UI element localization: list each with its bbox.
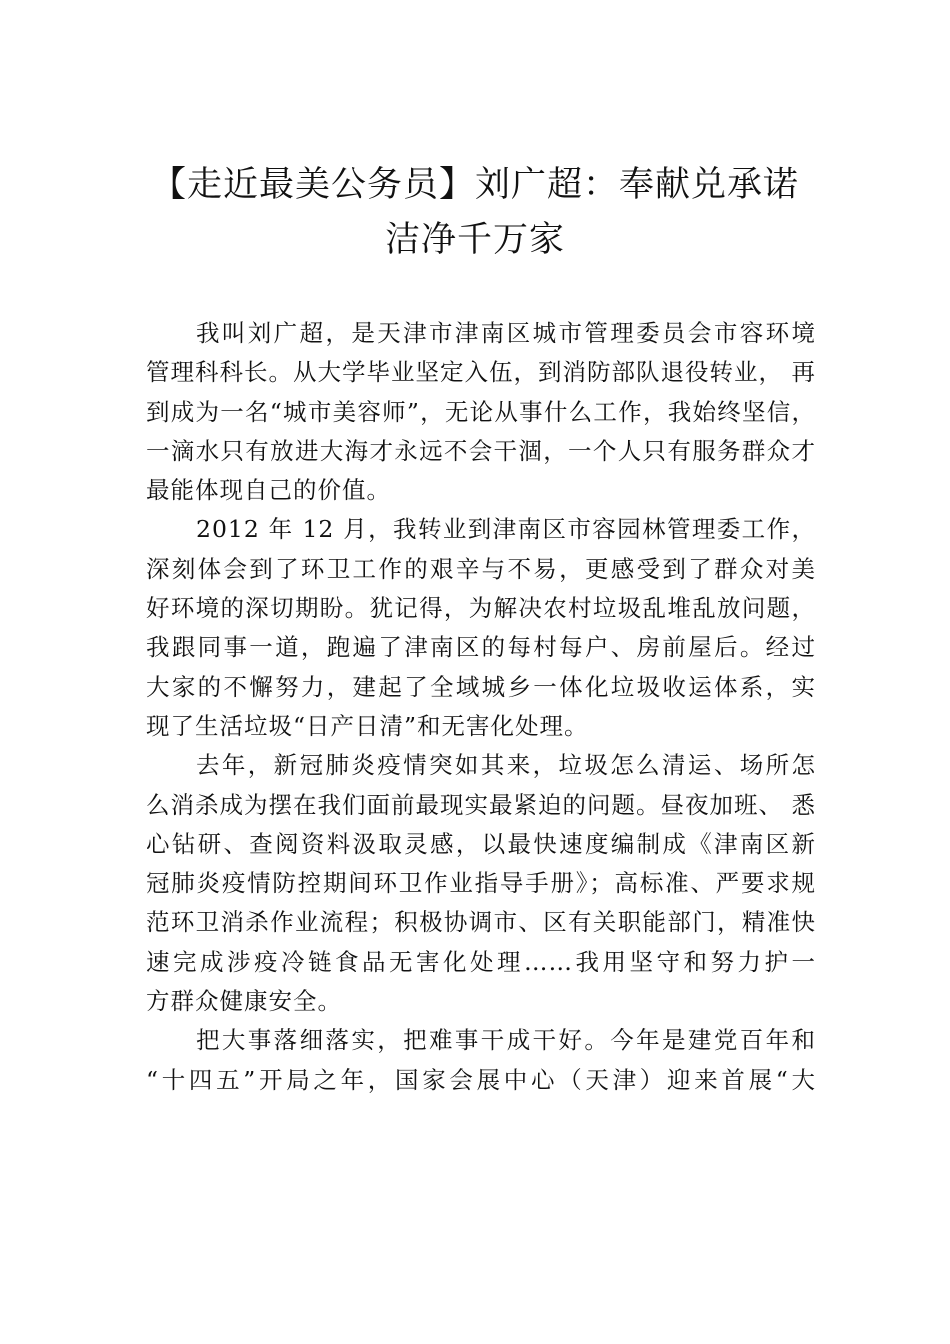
title-line-1: 【走近最美公务员】刘广超：奉献兑承诺 [150, 165, 799, 205]
article-title [140, 158, 810, 268]
body-line: 现了生活垃圾“日产日清”和无害化处理。 [146, 711, 589, 740]
body-line: 最能体现自己的价值。 [146, 476, 391, 505]
body-line: 一滴水只有放进大海才永远不会干涸，一个人只有服务群众才 [146, 436, 816, 465]
body-line: 把大事落细落实，把难事干成干好。今年是建党百年和 [196, 1026, 816, 1055]
body-line: 么消杀成为摆在我们面前最现实最紧迫的问题。昼夜加班、 悉 [146, 790, 816, 819]
body-line: “十四五”开局之年，国家会展中心（天津）迎来首展“大 [146, 1065, 816, 1094]
body-line: 大家的不懈努力，建起了全域城乡一体化垃圾收运体系，实 [146, 672, 816, 701]
body-line: 范环卫消杀作业流程；积极协调市、区有关职能部门，精准快 [146, 908, 816, 937]
body-line: 冠肺炎疫情防控期间环卫作业指导手册》；高标准、严要求规 [146, 869, 816, 898]
body-line: 去年，新冠肺炎疫情突如其来，垃圾怎么清运、场所怎 [196, 751, 816, 780]
body-line: 管理科科长。从大学毕业坚定入伍，到消防部队退役转业， 再 [146, 358, 816, 387]
body-line: 2012 年 12 月，我转业到津南区市容园林管理委工作， [196, 515, 816, 544]
body-line: 到成为一名“城市美容师”，无论从事什么工作，我始终坚信， [146, 397, 816, 426]
body-line: 速完成涉疫冷链食品无害化处理……我用坚守和努力护一 [146, 947, 816, 976]
body-line: 方群众健康安全。 [146, 987, 342, 1016]
article-body [146, 314, 816, 1100]
body-line: 我叫刘广超，是天津市津南区城市管理委员会市容环境 [196, 319, 816, 347]
body-line: 我跟同事一道，跑遍了津南区的每村每户、房前屋后。经过 [146, 633, 816, 662]
title-line-2: 洁净千万家 [384, 220, 565, 260]
body-line: 心钻研、查阅资料汲取灵感，以最快速度编制成《津南区新 [146, 829, 816, 858]
body-line: 好环境的深切期盼。犹记得，为解决农村垃圾乱堆乱放问题， [146, 594, 816, 623]
body-line: 深刻体会到了环卫工作的艰辛与不易，更感受到了群众对美 [146, 554, 816, 583]
